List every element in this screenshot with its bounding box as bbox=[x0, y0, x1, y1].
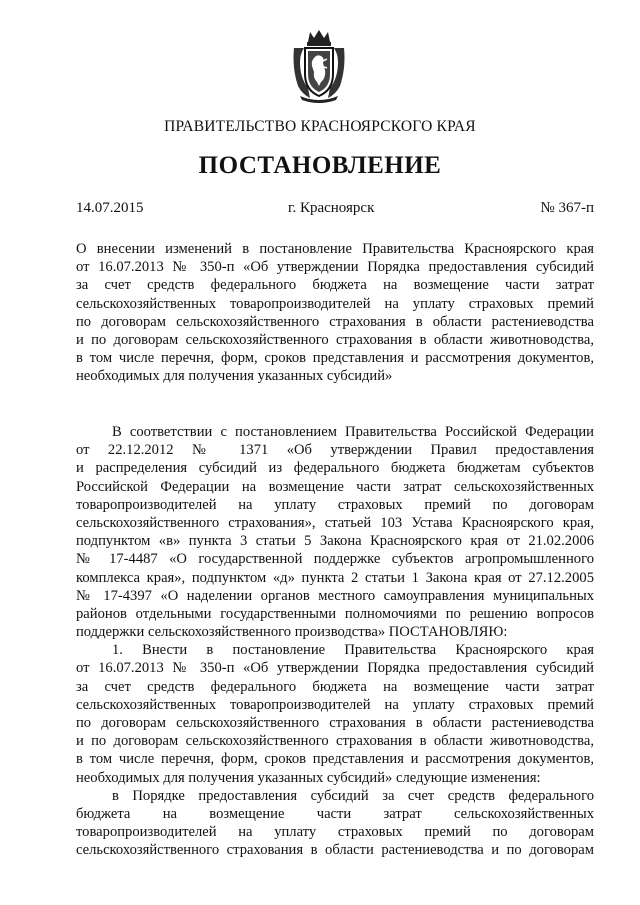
subject-line: от 16.07.2013 № 350-п «Об утверждении Порядка предоставления субсидий bbox=[76, 259, 594, 276]
body-line: бюджета на возмещение части затрат сельскохозяйственных bbox=[76, 805, 594, 822]
subject-line: в том числе перечня, форм, сроков представления и рассмотрения документов, bbox=[76, 350, 594, 367]
subject-line: сельскохозяйственных товаропроизводителей на уплату страховых премий bbox=[76, 295, 594, 312]
body-line: необходимых для получения указанных субсидий» следующие изменения: bbox=[76, 769, 541, 786]
body-line: районов отдельными государственными полномочиями по решению вопросов bbox=[76, 605, 594, 622]
body-line: товаропроизводителей на уплату страховых премий по договорам bbox=[76, 496, 594, 513]
document-city: г. Красноярск bbox=[288, 200, 375, 216]
body-line: сельскохозяйственного страхования в области растениеводства и по договорам bbox=[76, 842, 594, 859]
subject-line: необходимых для получения указанных субсидий» bbox=[76, 368, 393, 385]
body-line: по договорам сельскохозяйственного страхования в области растениеводства bbox=[76, 715, 594, 731]
body-line: и распределения субсидий из федерального бюджета бюджетам субъектов bbox=[76, 460, 594, 477]
document-body bbox=[76, 423, 594, 860]
body-line: № 17-4397 «О наделении органов местного самоуправления муниципальных bbox=[76, 587, 594, 604]
body-line: В соответствии с постановлением Правительства Российской Федерации bbox=[112, 424, 594, 440]
body-line: от 22.12.2012 № 1371 «Об утверждении Правил предоставления bbox=[76, 442, 594, 459]
document-meta-row bbox=[76, 200, 594, 220]
document-subject bbox=[76, 240, 594, 386]
body-line: в Порядке предоставления субсидий за счет средств федерального bbox=[112, 787, 594, 804]
body-line: комплекса края», подпунктом «д» пункта 2 статьи 1 Закона края от 27.12.2005 bbox=[76, 569, 594, 586]
body-line: в том числе перечня, форм, сроков представления и рассмотрения документов, bbox=[76, 751, 594, 768]
subject-line: и по договорам сельскохозяйственного страхования в области животноводства, bbox=[76, 331, 594, 348]
body-line: за счет средств федерального бюджета на возмещение части затрат bbox=[76, 678, 594, 695]
body-line: Российской Федерации на возмещение части затрат сельскохозяйственных bbox=[76, 478, 594, 495]
body-line: и по договорам сельскохозяйственного страхования в области животноводства, bbox=[76, 733, 594, 750]
body-line: от 16.07.2013 № 350-п «Об утверждении Порядка предоставления субсидий bbox=[76, 660, 594, 677]
body-line: сельскохозяйственного страхования», статьей 103 Устава Красноярского края, bbox=[76, 514, 594, 531]
subject-line: О внесении изменений в постановление Правительства Красноярского края bbox=[76, 241, 594, 257]
body-line: поддержки сельскохозяйственного производства» ПОСТАНОВЛЯЮ: bbox=[76, 624, 508, 641]
document-type-title: ПОСТАНОВЛЕНИЕ bbox=[198, 152, 442, 179]
document-number: № 367-п bbox=[540, 200, 594, 216]
body-line: 1. Внести в постановление Правительства Красноярского края bbox=[112, 642, 594, 659]
body-line: подпунктом «в» пункта 3 статьи 5 Закона Красноярского края от 21.02.2006 bbox=[76, 533, 594, 550]
document-date: 14.07.2015 bbox=[76, 200, 144, 216]
body-line: товаропроизводителей на уплату страховых премий по договорам bbox=[76, 824, 594, 841]
body-line: № 17-4487 «О государственной поддержке субъектов агропромышленного bbox=[76, 551, 594, 568]
subject-line: по договорам сельскохозяйственного страхования в области растениеводства bbox=[76, 313, 594, 330]
subject-line: за счет средств федерального бюджета на возмещение части затрат bbox=[76, 277, 594, 294]
coat-of-arms-icon bbox=[290, 28, 348, 104]
body-line: сельскохозяйственных товаропроизводителей на уплату страховых премий bbox=[76, 696, 594, 713]
government-name: ПРАВИТЕЛЬСТВО КРАСНОЯРСКОГО КРАЯ bbox=[164, 118, 476, 135]
